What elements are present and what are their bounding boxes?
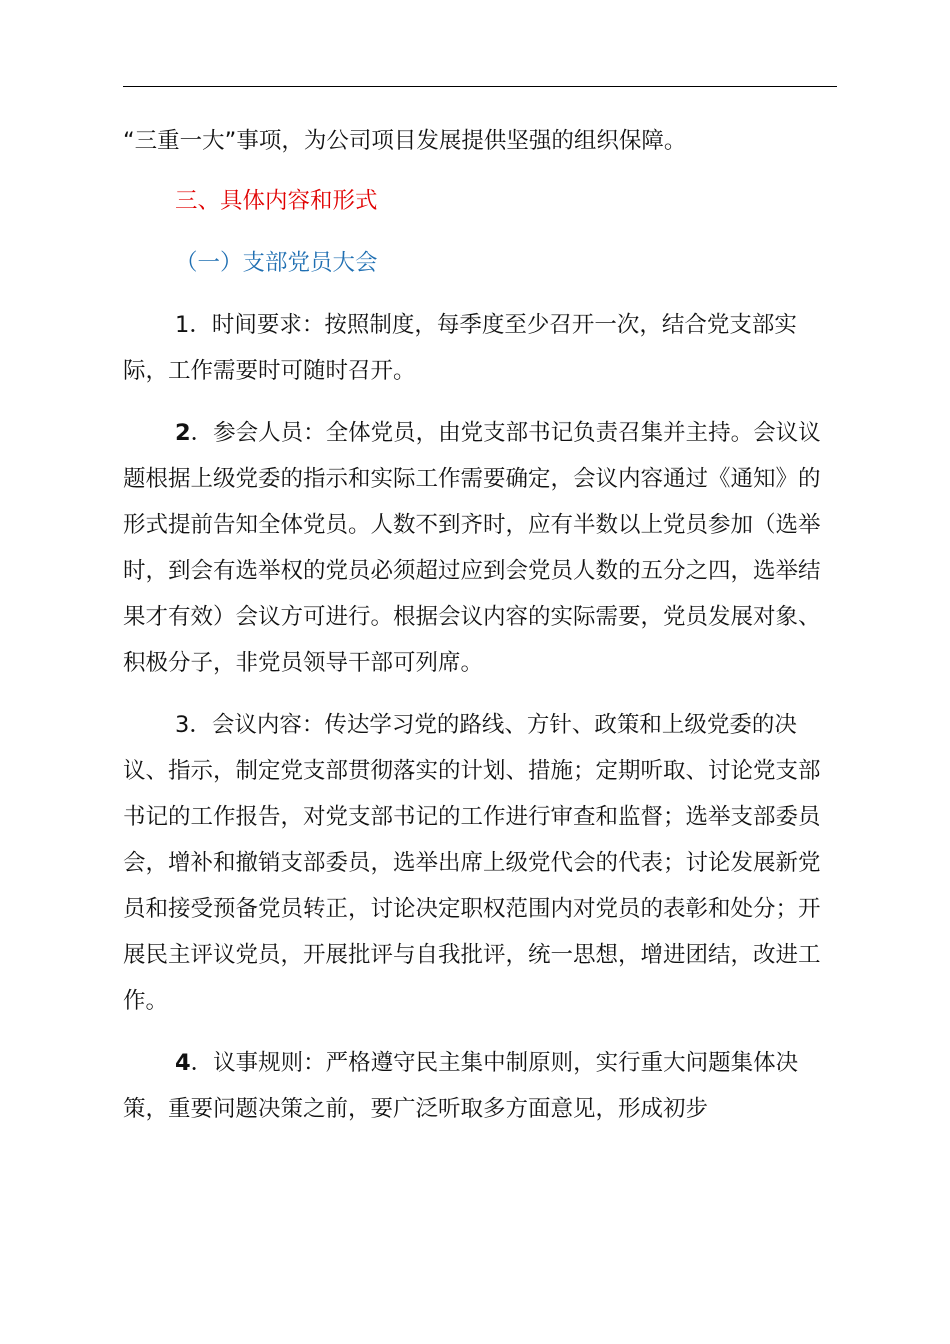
item-text: ．时间要求：按照制度，每季度至少召开一次，结合党支部实际，工作需要时可随时召开。 bbox=[123, 312, 797, 384]
item-number: 3 bbox=[175, 712, 190, 738]
item-text: ．会议内容：传达学习党的路线、方针、政策和上级党委的决议、指示，制定党支部贯彻落实的计划、措施；定期听取、讨论党支部书记的工作报告，对党支部书记的工作进行审查和监督；选举支部委员会，增补和撤销支部委员，选举出席上级党代会的代表；讨论发展新党员和接受预备党员转正，讨论决定职权范围内对党员的表彰和处分；开展民主评议党员，开展批评与自我批评，统一思想，增进团结，改进工作。 bbox=[123, 712, 821, 1014]
paragraph-item-2 bbox=[123, 410, 837, 686]
section-heading: 三、具体内容和形式 bbox=[175, 188, 378, 214]
item-text: ．参会人员：全体党员，由党支部书记负责召集并主持。会议议题根据上级党委的指示和实际工作需要确定，会议内容通过《通知》的形式提前告知全体党员。人数不到齐时，应有半数以上党员参加（选举时，到会有选举权的党员必须超过应到会党员人数的五分之四，选举结果才有效）会议方可进行。根据会议内容的实际需要，党员发展对象、积极分子，非党员领导干部可列席。 bbox=[123, 420, 821, 676]
document-body bbox=[123, 118, 837, 1132]
item-number: 1 bbox=[175, 312, 190, 338]
subsection-heading: （一）支部党员大会 bbox=[175, 250, 378, 276]
item-number: 2 bbox=[175, 420, 191, 446]
header-rule bbox=[123, 86, 837, 87]
item-number: 4 bbox=[175, 1050, 191, 1076]
item-text: ．议事规则：严格遵守民主集中制原则，实行重大问题集体决策，重要问题决策之前，要广泛听取多方面意见，形成初步 bbox=[123, 1050, 799, 1122]
paragraph-item-1 bbox=[123, 302, 837, 394]
intro-paragraph: “三重一大”事项，为公司项目发展提供坚强的组织保障。 bbox=[123, 128, 687, 154]
paragraph-item-3 bbox=[123, 702, 837, 1024]
paragraph-item-4 bbox=[123, 1040, 837, 1132]
